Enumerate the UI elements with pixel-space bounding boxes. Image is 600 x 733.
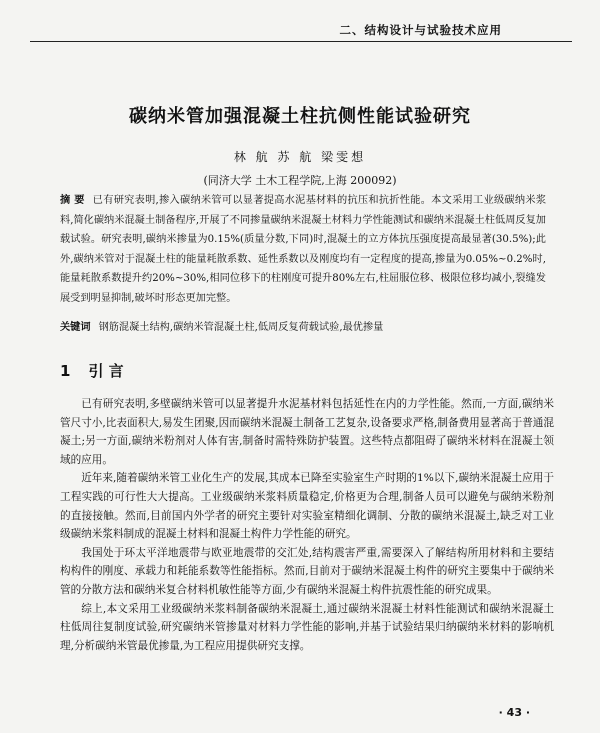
affiliation: (同济大学 土木工程学院,上海 200092) xyxy=(203,174,397,187)
section-number: 1 xyxy=(60,362,71,380)
keywords-label: 关键词 xyxy=(60,321,91,333)
paragraph: 我国处于环太平洋地震带与欧亚地震带的交汇处,结构震害严重,需要深入了解结构所用材料和主要结构构件的刚度、承载力和耗能系数等性能指标。然而,目前对于碳纳米混凝土构件的研究主要集中于碳纳米管的分散方法和碳纳米复合材料机敏性能等方面,少有碳纳米混凝土构件抗震性能的研究成果。 xyxy=(60,546,554,596)
body-text xyxy=(60,395,554,655)
paper-title: 碳纳米管加强混凝土柱抗侧性能试验研究 xyxy=(129,106,471,127)
authors: 林 航 苏 航 梁雯想 xyxy=(233,150,367,164)
keywords xyxy=(60,318,546,337)
abstract-text: 已有研究表明,掺入碳纳米管可以显著提高水泥基材料的抗压和抗折性能。本文采用工业级碳纳米浆料,简化碳纳米混凝土制备程序,开展了不同掺量碳纳米混凝土材料力学性能测试和碳纳米混凝土柱低周反复加载试验。研究表明,碳纳米掺量为0.15%(质量分数,下同)时,混凝土的立方体抗压强度提高最显著(30.5%);此外,碳纳米管对于混凝土柱的能量耗散系数、延性系数以及刚度均有一定程度的提高,掺量为0.05%~0.2%时,能量耗散系数提升约20%~30%,相同位移下的柱刚度可提升80%左右,柱屈服位移、极限位移均减小,裂缝发展受到明显抑制,破坏时形态更加完整。 xyxy=(60,195,547,304)
abstract xyxy=(60,191,546,308)
running-header-text: 二、结构设计与试验技术应用 xyxy=(339,23,502,37)
abstract-label: 摘 要 xyxy=(60,194,85,206)
section-heading xyxy=(60,360,124,381)
section-title: 引 言 xyxy=(88,362,124,380)
paragraph: 已有研究表明,多壁碳纳米管可以显著提升水泥基材料包括延性在内的力学性能。然而,一方面,碳纳米管尺寸小,比表面积大,易发生团聚,因而碳纳米混凝土制备工艺复杂,设备要求严格,制备费用显著高于普通混凝土;另一方面,碳纳米粉剂对人体有害,制备时需特殊防护装置。这些特点都阻碍了碳纳米材料在混凝土领域的应用。 xyxy=(60,398,554,466)
paragraph: 综上,本文采用工业级碳纳米浆料制备碳纳米混凝土,通过碳纳米混凝土材料性能测试和碳纳米混凝土柱低周往复制度试验,研究碳纳米管掺量对材料力学性能的影响,并基于试验结果归纳碳纳米材料的影响机理,分析碳纳米管最优掺量,为工程应用提供研究支撑。 xyxy=(60,602,554,652)
keywords-text: 钢筋混凝土结构,碳纳米管混凝土柱,低周反复荷载试验,最优掺量 xyxy=(98,322,384,333)
paragraph: 近年来,随着碳纳米管工业化生产的发展,其成本已降至实验室生产时期的1%以下,碳纳米混凝土应用于工程实践的可行性大大提高。工业级碳纳米浆料质量稳定,价格更为合理,制备人员可以避免与碳纳米粉剂的直接接触。然而,目前国内外学者的研究主要针对实验室精细化调制、分散的碳纳米混凝土,缺乏对工业级碳纳米浆料制成的混凝土材料和混凝土构件力学性能的研究。 xyxy=(60,472,554,541)
running-header xyxy=(30,12,572,42)
page-number: · 43 · xyxy=(498,706,530,719)
